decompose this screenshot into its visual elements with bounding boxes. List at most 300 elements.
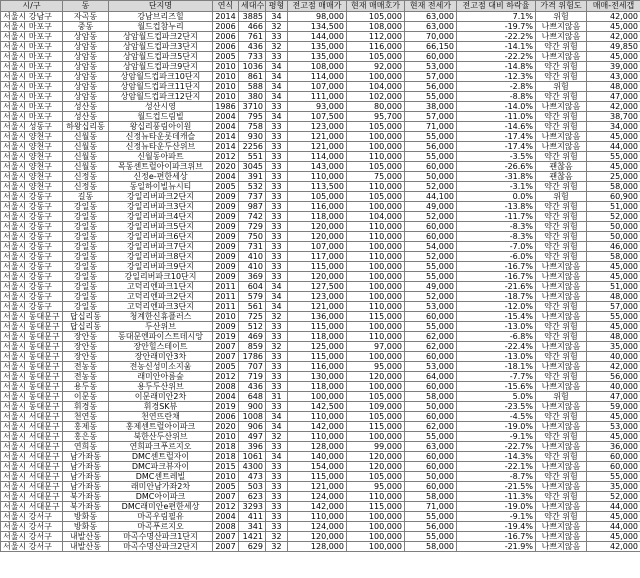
cell-dong: 홍제동 (63, 422, 109, 432)
cell-risk: 나쁘지않음 (536, 282, 587, 292)
cell-decline-rate: -19.0% (457, 502, 536, 512)
cell-current-ask: 95,000 (347, 482, 405, 492)
cell-gap: 45,000 (587, 272, 640, 282)
cell-risk: 약간 위험 (536, 472, 587, 482)
cell-size: 33 (266, 162, 288, 172)
cell-dong: 신월동 (63, 142, 109, 152)
cell-current-ask: 95,000 (347, 362, 405, 372)
header-gap: 매매-전세갭 (587, 1, 640, 12)
cell-decline-rate: -14.6% (457, 122, 536, 132)
cell-dong: 상암동 (63, 52, 109, 62)
cell-dong: 남가좌동 (63, 472, 109, 482)
table-row (1, 202, 640, 212)
cell-gap: 53,000 (587, 422, 640, 432)
cell-risk: 약간 위험 (536, 352, 587, 362)
cell-peak-price: 107,500 (288, 112, 347, 122)
cell-current-jeonse: 55,000 (405, 152, 457, 162)
table-row (1, 112, 640, 122)
cell-peak-price: 117,000 (288, 252, 347, 262)
cell-size: 34 (266, 62, 288, 72)
cell-risk: 약간 위험 (536, 112, 587, 122)
cell-risk: 약간 위험 (536, 42, 587, 52)
cell-complex-name: 왕십리풍림아이원 (109, 122, 213, 132)
cell-decline-rate: -14.8% (457, 62, 536, 72)
cell-risk: 약간 위험 (536, 92, 587, 102)
cell-size: 34 (266, 82, 288, 92)
cell-year: 2008 (213, 382, 239, 392)
cell-peak-price: 123,000 (288, 292, 347, 302)
cell-dong: 상암동 (63, 32, 109, 42)
table-row (1, 32, 640, 42)
cell-size: 33 (266, 122, 288, 132)
cell-year: 2005 (213, 52, 239, 62)
cell-decline-rate: -9.1% (457, 512, 536, 522)
cell-current-ask: 115,000 (347, 422, 405, 432)
cell-year: 2010 (213, 472, 239, 482)
cell-current-jeonse: 57,000 (405, 112, 457, 122)
cell-dong: 방화동 (63, 512, 109, 522)
cell-city-district: 서울시 강동구 (1, 222, 63, 232)
cell-size: 33 (266, 332, 288, 342)
cell-risk: 나쁘지않음 (536, 292, 587, 302)
cell-current-ask: 104,000 (347, 212, 405, 222)
table-row (1, 302, 640, 312)
cell-complex-name: 신월동아파트 (109, 152, 213, 162)
header-dong: 동 (63, 1, 109, 12)
cell-households: 391 (239, 172, 266, 182)
cell-city-district: 서울시 마포구 (1, 32, 63, 42)
cell-current-ask: 105,000 (347, 472, 405, 482)
cell-gap: 50,000 (587, 232, 640, 242)
cell-current-ask: 108,000 (347, 22, 405, 32)
cell-current-ask: 120,000 (347, 462, 405, 472)
cell-households: 469 (239, 332, 266, 342)
cell-gap: 56,000 (587, 372, 640, 382)
cell-city-district: 서울시 서대문구 (1, 422, 63, 432)
cell-risk: 나쁘지않음 (536, 462, 587, 472)
cell-peak-price: 118,000 (288, 212, 347, 222)
cell-current-ask: 110,000 (347, 182, 405, 192)
cell-size: 34 (266, 412, 288, 422)
cell-year: 2004 (213, 512, 239, 522)
cell-households: 859 (239, 342, 266, 352)
cell-gap: 43,000 (587, 72, 640, 82)
cell-decline-rate: -7.7% (457, 372, 536, 382)
cell-current-jeonse: 60,000 (405, 222, 457, 232)
cell-households: 473 (239, 472, 266, 482)
cell-risk: 위험 (536, 82, 587, 92)
cell-complex-name: 강남브리즈힐 (109, 12, 213, 22)
cell-current-jeonse: 49,000 (405, 202, 457, 212)
cell-city-district: 서울시 마포구 (1, 22, 63, 32)
cell-decline-rate: -19.4% (457, 522, 536, 532)
cell-decline-rate: -13.0% (457, 322, 536, 332)
cell-year: 2009 (213, 242, 239, 252)
cell-peak-price: 124,000 (288, 492, 347, 502)
cell-households: 750 (239, 232, 266, 242)
cell-risk: 약간 위험 (536, 212, 587, 222)
cell-dong: 길동 (63, 192, 109, 202)
cell-risk: 나쁘지않음 (536, 262, 587, 272)
cell-city-district: 서울시 서대문구 (1, 502, 63, 512)
cell-peak-price: 120,000 (288, 272, 347, 282)
cell-year: 2010 (213, 62, 239, 72)
cell-size: 31 (266, 392, 288, 402)
cell-city-district: 서울시 강동구 (1, 282, 63, 292)
cell-dong: 답십리동 (63, 312, 109, 322)
cell-complex-name: 강일리버파크10단지 (109, 272, 213, 282)
cell-risk: 약간 위험 (536, 372, 587, 382)
cell-risk: 나쁘지않음 (536, 402, 587, 412)
table-row (1, 482, 640, 492)
cell-households: 737 (239, 192, 266, 202)
cell-gap: 45,000 (587, 132, 640, 142)
cell-current-ask: 80,000 (347, 102, 405, 112)
cell-gap: 50,000 (587, 222, 640, 232)
cell-city-district: 서울시 동대문구 (1, 312, 63, 322)
cell-dong: 내발산동 (63, 532, 109, 542)
table-row (1, 492, 640, 502)
header-complex-name: 단지명 (109, 1, 213, 12)
cell-complex-name: 북한산두산위브 (109, 432, 213, 442)
cell-size: 33 (266, 212, 288, 222)
table-row (1, 502, 640, 512)
cell-current-jeonse: 38,000 (405, 102, 457, 112)
cell-city-district: 서울시 마포구 (1, 62, 63, 72)
cell-complex-name: 동일하이빌뉴시티 (109, 182, 213, 192)
cell-year: 2019 (213, 332, 239, 342)
cell-dong: 강일동 (63, 252, 109, 262)
cell-current-ask: 105,000 (347, 412, 405, 422)
cell-year: 2009 (213, 262, 239, 272)
table-row (1, 162, 640, 172)
cell-risk: 나쁘지않음 (536, 272, 587, 282)
cell-risk: 약간 위험 (536, 452, 587, 462)
cell-current-ask: 100,000 (347, 242, 405, 252)
cell-year: 2014 (213, 12, 239, 22)
cell-gap: 42,000 (587, 362, 640, 372)
table-row (1, 382, 640, 392)
cell-current-jeonse: 64,000 (405, 372, 457, 382)
cell-current-jeonse: 52,000 (405, 292, 457, 302)
cell-peak-price: 110,000 (288, 512, 347, 522)
cell-current-ask: 115,000 (347, 312, 405, 322)
cell-complex-name: 강일리버파크5단지 (109, 222, 213, 232)
table-row (1, 72, 640, 82)
cell-current-jeonse: 60,000 (405, 412, 457, 422)
cell-complex-name: 홍제센트럴아이파크 (109, 422, 213, 432)
cell-year: 2006 (213, 32, 239, 42)
cell-decline-rate: -8.7% (457, 472, 536, 482)
cell-gap: 47,000 (587, 92, 640, 102)
cell-risk: 위험 (536, 392, 587, 402)
cell-peak-price: 93,000 (288, 102, 347, 112)
cell-peak-price: 108,000 (288, 62, 347, 72)
cell-dong: 신월동 (63, 162, 109, 172)
cell-city-district: 서울시 강동구 (1, 232, 63, 242)
cell-size: 33 (266, 242, 288, 252)
cell-current-ask: 100,000 (347, 512, 405, 522)
cell-year: 2006 (213, 22, 239, 32)
table-row (1, 12, 640, 22)
cell-current-ask: 110,000 (347, 492, 405, 502)
cell-city-district: 서울시 마포구 (1, 52, 63, 62)
cell-households: 861 (239, 72, 266, 82)
cell-size: 33 (266, 272, 288, 282)
cell-gap: 35,000 (587, 342, 640, 352)
cell-decline-rate: 7.1% (457, 12, 536, 22)
cell-city-district: 서울시 강동구 (1, 212, 63, 222)
cell-risk: 약간 위험 (536, 322, 587, 332)
cell-risk: 약간 위험 (536, 202, 587, 212)
cell-households: 719 (239, 372, 266, 382)
cell-risk: 나쁘지않음 (536, 482, 587, 492)
cell-gap: 40,000 (587, 382, 640, 392)
cell-current-ask: 97,000 (347, 342, 405, 352)
cell-gap: 44,000 (587, 522, 640, 532)
cell-peak-price: 110,000 (288, 412, 347, 422)
cell-city-district: 서울시 서대문구 (1, 472, 63, 482)
cell-current-ask: 110,000 (347, 152, 405, 162)
cell-dong: 강일동 (63, 292, 109, 302)
cell-dong: 신정동 (63, 172, 109, 182)
header-peak-price: 전고점 매매가 (288, 1, 347, 12)
cell-year: 2012 (213, 152, 239, 162)
header-households: 세대수 (239, 1, 266, 12)
cell-current-jeonse: 55,000 (405, 272, 457, 282)
cell-peak-price: 115,000 (288, 472, 347, 482)
cell-households: 733 (239, 52, 266, 62)
cell-decline-rate: -7.0% (457, 242, 536, 252)
cell-dong: 성산동 (63, 112, 109, 122)
cell-complex-name: 마곡수명산파크2단지 (109, 542, 213, 552)
cell-city-district: 서울시 양천구 (1, 132, 63, 142)
cell-decline-rate: -15.4% (457, 312, 536, 322)
cell-gap: 45,000 (587, 532, 640, 542)
cell-households: 761 (239, 32, 266, 42)
cell-size: 34 (266, 292, 288, 302)
cell-decline-rate: -13.8% (457, 202, 536, 212)
cell-dong: 상암동 (63, 42, 109, 52)
cell-decline-rate: -22.7% (457, 442, 536, 452)
cell-dong: 남가좌동 (63, 482, 109, 492)
cell-current-ask: 100,000 (347, 532, 405, 542)
cell-dong: 북가좌동 (63, 502, 109, 512)
cell-current-ask: 100,000 (347, 272, 405, 282)
cell-year: 2012 (213, 372, 239, 382)
cell-complex-name: 동대문엔파이스트데시앙 (109, 332, 213, 342)
cell-decline-rate: -11.0% (457, 112, 536, 122)
cell-year: 2010 (213, 82, 239, 92)
cell-size: 33 (266, 202, 288, 212)
cell-complex-name: 강일리버파크8단지 (109, 252, 213, 262)
cell-complex-name: DMC센트럴자이 (109, 452, 213, 462)
cell-households: 503 (239, 482, 266, 492)
table-row (1, 352, 640, 362)
cell-risk: 나쁘지않음 (536, 362, 587, 372)
cell-decline-rate: -26.6% (457, 162, 536, 172)
cell-peak-price: 98,000 (288, 12, 347, 22)
cell-size: 32 (266, 532, 288, 542)
cell-households: 2256 (239, 142, 266, 152)
cell-current-ask: 105,000 (347, 122, 405, 132)
cell-decline-rate: -8.3% (457, 222, 536, 232)
cell-decline-rate: -18.7% (457, 292, 536, 302)
cell-gap: 36,000 (587, 442, 640, 452)
cell-gap: 42,000 (587, 12, 640, 22)
cell-dong: 강일동 (63, 212, 109, 222)
cell-complex-name: 장안래미안3차 (109, 352, 213, 362)
cell-complex-name: 두산위브 (109, 322, 213, 332)
cell-year: 2007 (213, 342, 239, 352)
header-city-district: 시/구 (1, 1, 63, 12)
cell-current-ask: 100,000 (347, 262, 405, 272)
cell-size: 32 (266, 312, 288, 322)
cell-complex-name: 강일리버파크9단지 (109, 262, 213, 272)
cell-current-ask: 110,000 (347, 222, 405, 232)
cell-city-district: 서울시 강동구 (1, 272, 63, 282)
cell-complex-name: 상암월드컵파크3단지 (109, 42, 213, 52)
cell-peak-price: 111,000 (288, 92, 347, 102)
cell-dong: 강일동 (63, 242, 109, 252)
cell-size: 33 (266, 182, 288, 192)
cell-current-ask: 120,000 (347, 372, 405, 382)
cell-gap: 44,000 (587, 502, 640, 512)
cell-peak-price: 123,000 (288, 122, 347, 132)
table-row (1, 222, 640, 232)
cell-households: 369 (239, 272, 266, 282)
cell-gap: 48,000 (587, 332, 640, 342)
cell-complex-name: DMC아이파크 (109, 492, 213, 502)
cell-gap: 45,000 (587, 512, 640, 522)
cell-peak-price: 128,000 (288, 442, 347, 452)
cell-size: 33 (266, 102, 288, 112)
cell-current-jeonse: 50,000 (405, 402, 457, 412)
cell-year: 2010 (213, 72, 239, 82)
cell-complex-name: 월드컵드림빌 (109, 112, 213, 122)
cell-size: 33 (266, 472, 288, 482)
cell-peak-price: 115,000 (288, 262, 347, 272)
cell-current-ask: 110,000 (347, 232, 405, 242)
cell-households: 497 (239, 432, 266, 442)
table-row (1, 122, 640, 132)
cell-households: 466 (239, 22, 266, 32)
cell-current-jeonse: 55,000 (405, 92, 457, 102)
table-row (1, 332, 640, 342)
cell-year: 2014 (213, 132, 239, 142)
cell-current-ask: 100,000 (347, 322, 405, 332)
cell-complex-name: 상암월드컵파크12단지 (109, 92, 213, 102)
cell-risk: 나쁘지않음 (536, 132, 587, 142)
cell-gap: 39,000 (587, 62, 640, 72)
cell-risk: 나쁘지않음 (536, 342, 587, 352)
table-row (1, 462, 640, 472)
cell-size: 33 (266, 322, 288, 332)
cell-size: 33 (266, 502, 288, 512)
cell-current-jeonse: 62,000 (405, 332, 457, 342)
table-body (1, 12, 640, 552)
cell-gap: 45,000 (587, 412, 640, 422)
cell-risk: 약간 위험 (536, 152, 587, 162)
cell-current-ask: 100,000 (347, 352, 405, 362)
cell-households: 742 (239, 212, 266, 222)
cell-decline-rate: -31.8% (457, 172, 536, 182)
cell-current-ask: 99,000 (347, 442, 405, 452)
cell-peak-price: 135,000 (288, 42, 347, 52)
cell-households: 604 (239, 282, 266, 292)
cell-year: 2011 (213, 282, 239, 292)
cell-size: 33 (266, 232, 288, 242)
cell-decline-rate: -3.1% (457, 182, 536, 192)
cell-peak-price: 140,000 (288, 452, 347, 462)
cell-city-district: 서울시 서대문구 (1, 492, 63, 502)
cell-decline-rate: -18.1% (457, 362, 536, 372)
cell-year: 2015 (213, 462, 239, 472)
cell-current-jeonse: 56,000 (405, 82, 457, 92)
cell-households: 551 (239, 152, 266, 162)
cell-complex-name: 용두두산위브 (109, 382, 213, 392)
cell-decline-rate: -14.1% (457, 42, 536, 52)
cell-decline-rate: -19.0% (457, 422, 536, 432)
cell-size: 33 (266, 152, 288, 162)
cell-current-jeonse: 50,000 (405, 472, 457, 482)
cell-complex-name: 성산시영 (109, 102, 213, 112)
cell-households: 588 (239, 82, 266, 92)
cell-decline-rate: -8.8% (457, 92, 536, 102)
cell-size: 32 (266, 542, 288, 552)
cell-dong: 신정동 (63, 182, 109, 192)
cell-gap: 35,000 (587, 482, 640, 492)
cell-decline-rate: -16.7% (457, 262, 536, 272)
cell-size: 33 (266, 372, 288, 382)
cell-city-district: 서울시 서대문구 (1, 442, 63, 452)
cell-decline-rate: -22.2% (457, 52, 536, 62)
cell-gap: 42,000 (587, 542, 640, 552)
cell-complex-name: 강일리버파크3단지 (109, 202, 213, 212)
cell-households: 707 (239, 362, 266, 372)
table-row (1, 542, 640, 552)
cell-city-district: 서울시 강남구 (1, 12, 63, 22)
cell-households: 623 (239, 492, 266, 502)
cell-year: 2012 (213, 502, 239, 512)
cell-current-jeonse: 63,000 (405, 12, 457, 22)
cell-city-district: 서울시 강서구 (1, 532, 63, 542)
cell-gap: 58,000 (587, 252, 640, 262)
cell-current-ask: 112,000 (347, 32, 405, 42)
cell-complex-name: 휘경SK뷰 (109, 402, 213, 412)
cell-current-jeonse: 60,000 (405, 382, 457, 392)
cell-peak-price: 142,000 (288, 502, 347, 512)
cell-peak-price: 127,500 (288, 282, 347, 292)
cell-current-ask: 100,000 (347, 522, 405, 532)
cell-size: 33 (266, 252, 288, 262)
table-row (1, 192, 640, 202)
cell-peak-price: 115,000 (288, 322, 347, 332)
cell-risk: 약간 위험 (536, 222, 587, 232)
cell-risk: 나쁘지않음 (536, 532, 587, 542)
cell-year: 2020 (213, 422, 239, 432)
cell-peak-price: 142,500 (288, 402, 347, 412)
cell-year: 2004 (213, 122, 239, 132)
cell-households: 758 (239, 122, 266, 132)
cell-year: 2004 (213, 112, 239, 122)
table-row (1, 312, 640, 322)
header-decline-rate: 전고점 대비 하락율 (457, 1, 536, 12)
cell-size: 34 (266, 452, 288, 462)
cell-current-jeonse: 60,000 (405, 462, 457, 472)
cell-decline-rate: -14.0% (457, 102, 536, 112)
cell-gap: 55,000 (587, 152, 640, 162)
